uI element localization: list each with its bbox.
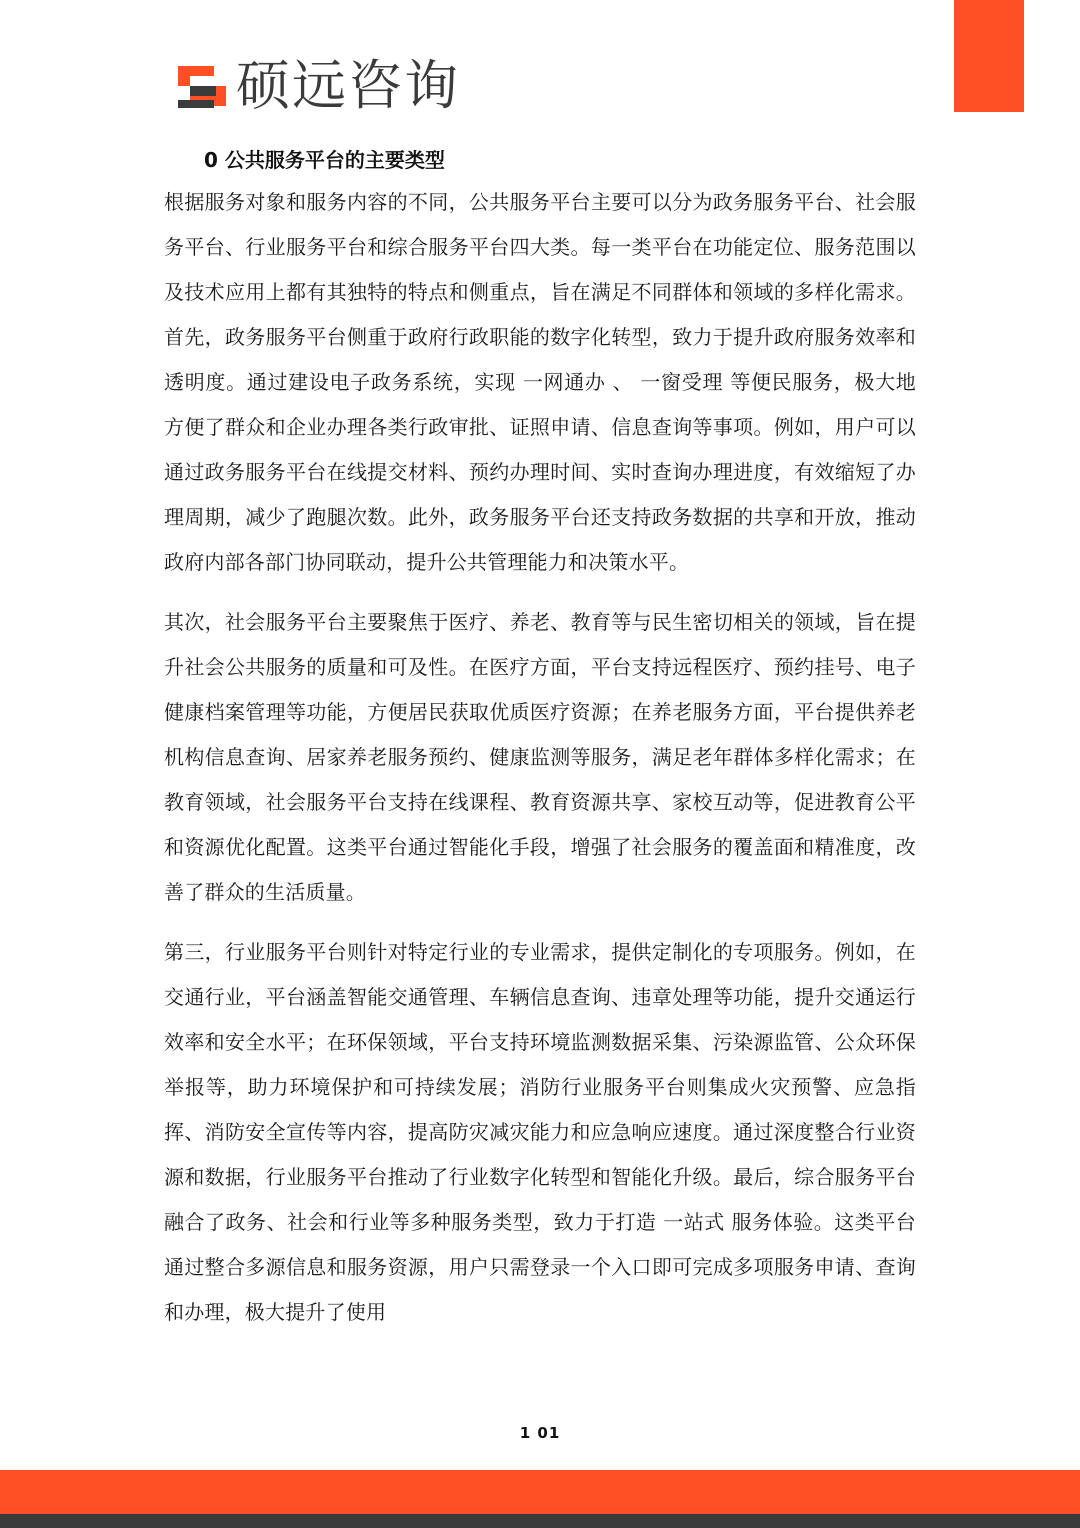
paragraph-3: 第三，行业服务平台则针对特定行业的专业需求，提供定制化的专项服务。例如，在交通行业，平台涵盖智能交通管理、车辆信息查询、违章处理等功能，提升交通运行效率和安全水平；在环保领域，平台支持环境监测数据采集、污染源监管、公众环保举报等，助力环境保护和可持续发展；消防行业服务平台则集成火灾预警、应急指挥、消防安全宣传等内容，提高防灾减灾能力和应急响应速度。通过深度整合行业资源和数据，行业服务平台推动了行业数字化转型和智能化升级。最后，综合服务平台融合了政务、社会和行业等多种服务类型，致力于打造 一站式 服务体验。这类平台通过整合多源信息和服务资源，用户只需登录一个入口即可完成多项服务申请、查询和办理，极大提升了使用 [164, 940, 916, 1324]
page-number: 1 01 [519, 1424, 561, 1442]
section-heading: 0 公共服务平台的主要类型 [204, 148, 445, 172]
paragraph-1: 根据服务对象和服务内容的不同，公共服务平台主要可以分为政务服务平台、社会服务平台、行业服务平台和综合服务平台四大类。每一类平台在功能定位、服务范围以及技术应用上都有其独特的特点和侧重点，旨在满足不同群体和领域的多样化需求。首先，政务服务平台侧重于政府行政职能的数字化转型，致力于提升政府服务效率和透明度。通过建设电子政务系统，实现 一网通办 、 一窗受理 等便民服务，极大地方便了群众和企业办理各类行政审批、证照申请、信息查询等事项。例如，用户可以通过政务服务平台在线提交材料、预约办理时间、实时查询办理进度，有效缩短了办理周期，减少了跑腿次数。此外，政务服务平台还支持政务数据的共享和开放，推动政府内部各部门协同联动，提升公共管理能力和决策水平。 [164, 190, 916, 574]
corner-accent-tab [954, 0, 1024, 112]
brand-logo-icon [176, 60, 228, 112]
footer-dark-strip [0, 1514, 1080, 1528]
footer-accent-bar [0, 1470, 1080, 1514]
brand-name: 硕远咨询 [236, 54, 460, 117]
brand-logo [176, 54, 460, 117]
body-content [164, 180, 916, 1335]
paragraph-2: 其次，社会服务平台主要聚焦于医疗、养老、教育等与民生密切相关的领域，旨在提升社会公共服务的质量和可及性。在医疗方面，平台支持远程医疗、预约挂号、电子健康档案管理等功能，方便居民获取优质医疗资源；在养老服务方面，平台提供养老机构信息查询、居家养老服务预约、健康监测等服务，满足老年群体多样化需求；在教育领域，社会服务平台支持在线课程、教育资源共享、家校互动等，促进教育公平和资源优化配置。这类平台通过智能化手段，增强了社会服务的覆盖面和精准度，改善了群众的生活质量。 [164, 610, 916, 904]
